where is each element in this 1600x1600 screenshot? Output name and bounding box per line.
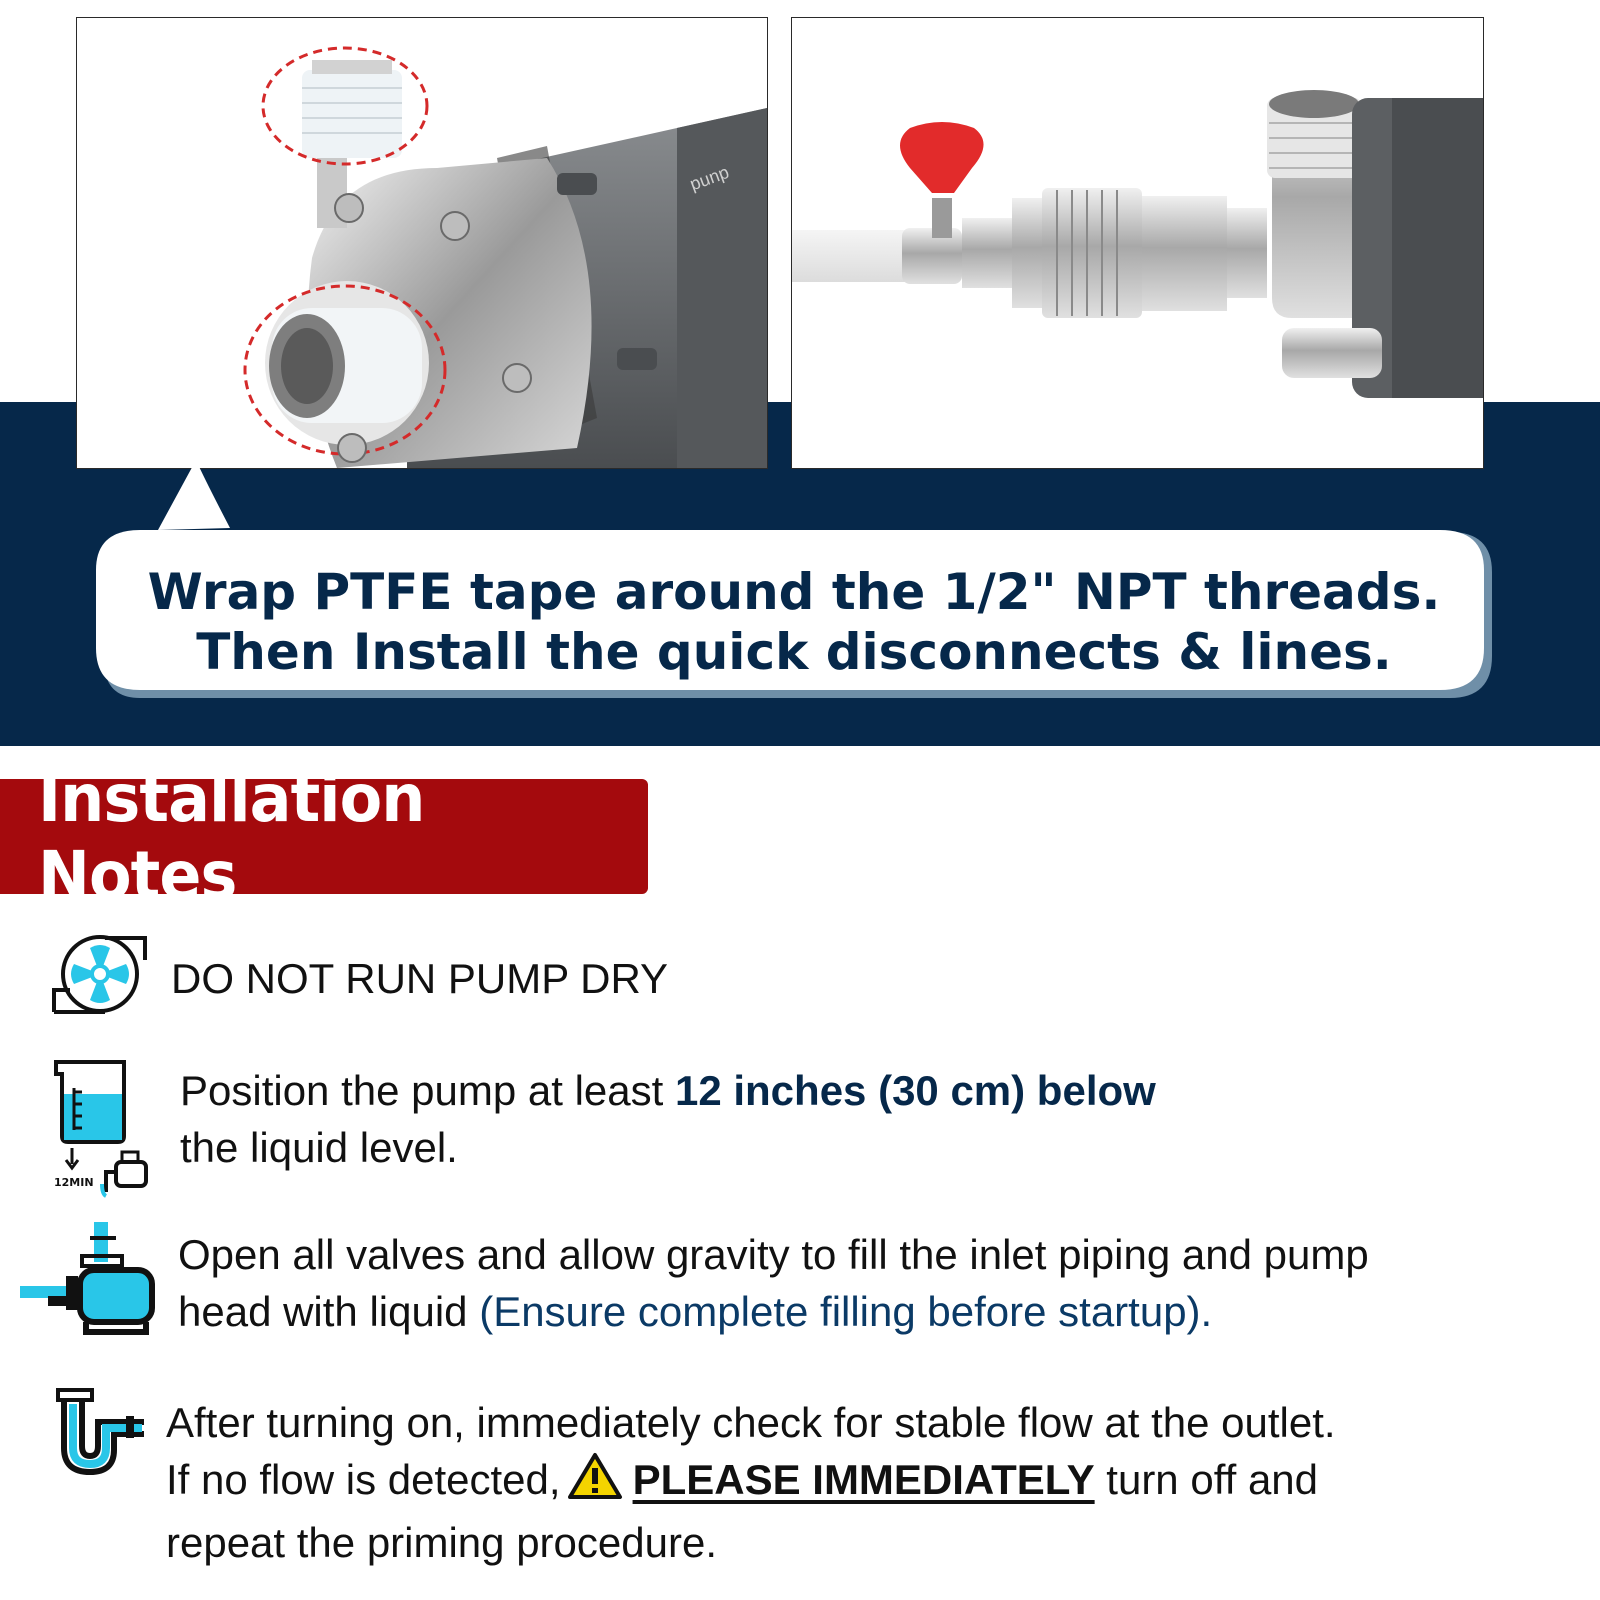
instruction-line-2: Then Install the quick disconnects & lines. [196,623,1392,681]
note-position-text-a: Position the pump at least [180,1067,675,1114]
pump-fan-icon [50,932,150,1021]
note-gravity-line-2a: head with liquid [178,1288,480,1335]
note-flow-line-3: repeat the priming procedure. [166,1519,717,1566]
warning-icon [567,1452,623,1514]
note-dry-run-text: DO NOT RUN PUMP DRY [171,955,669,1002]
instruction-line-1: Wrap PTFE tape around the 1/2" NPT threads. [147,563,1441,621]
beaker-icon-label: 12MIN [54,1176,94,1189]
pump-label-text: dund [688,164,733,197]
note-position-emphasis: 12 inches (30 cm) below [674,1067,1156,1114]
pipe-trap-icon [56,1388,150,1483]
note-gravity-line-1: Open all valves and allow gravity to fill the inlet piping and pump [178,1231,1369,1278]
note-flow-check [166,1394,1336,1571]
note-flow-line-2a: If no flow is detected, [166,1456,561,1503]
note-flow-line-1: After turning on, immediately check for stable flow at the outlet. [166,1399,1336,1446]
installation-notes-title: Installation Notes [38,759,425,914]
instruction-text [98,540,1490,704]
note-gravity-fill [178,1226,1369,1340]
note-flow-warning: PLEASE IMMEDIATELY [632,1456,1095,1503]
note-position-text-b: the liquid level. [180,1124,458,1171]
gravity-fill-icon [20,1220,160,1341]
note-dry-run [171,950,668,1007]
installation-notes-header [0,759,648,914]
beaker-level-icon [50,1058,155,1203]
note-flow-line-2b: turn off and [1094,1456,1319,1503]
note-position [180,1062,1156,1176]
quick-disconnect-photo [791,17,1484,469]
note-gravity-line-2b: (Ensure complete filling before startup). [479,1288,1213,1335]
pump-threads-photo [76,17,768,469]
